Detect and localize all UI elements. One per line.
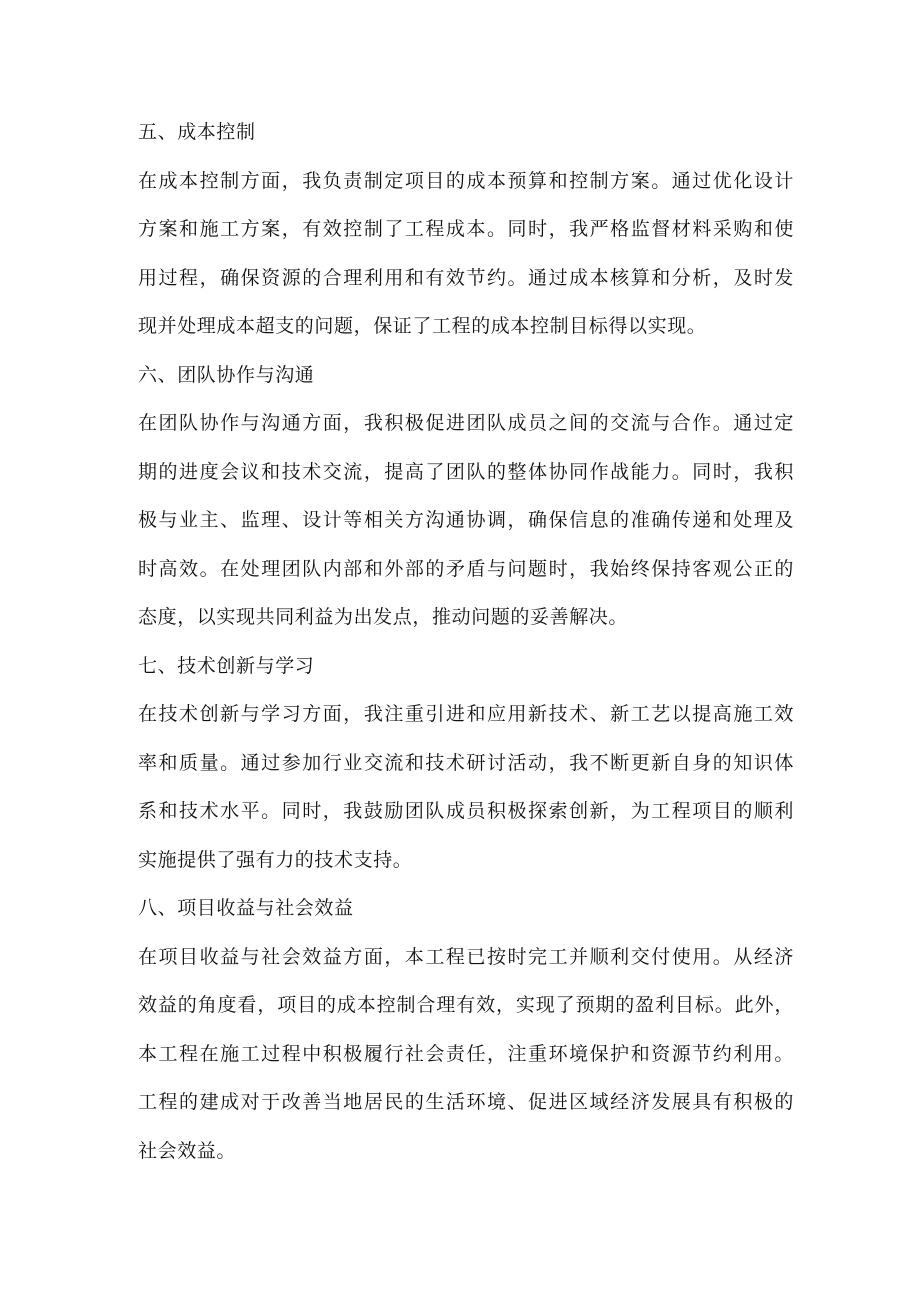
paragraph-line: 方案和施工方案，有效控制了工程成本。同时，我严格监督材料采购和使 [138,218,794,240]
section-paragraph-benefits [138,933,794,1176]
paragraph-line: 本工程在施工过程中积极履行社会责任，注重环境保护和资源节约利用。 [138,1042,794,1065]
paragraph-line: 社会效益。 [138,1139,237,1162]
paragraph-line: 极与业主、监理、设计等相关方沟通协调，确保信息的准确传递和处理及 [138,509,794,531]
section-paragraph-teamwork [138,399,794,642]
section-heading-teamwork: 六、团队协作与沟通 [138,363,315,386]
paragraph-line: 在技术创新与学习方面，我注重引进和应用新技术、新工艺以提高施工效 [138,703,794,725]
section-heading-benefits: 八、项目收益与社会效益 [138,897,354,919]
document-body [138,108,794,1175]
paragraph-line: 在成本控制方面，我负责制定项目的成本预算和控制方案。通过优化设计 [138,169,794,192]
section-paragraph-cost-control [138,157,794,351]
paragraph-line: 实施提供了强有力的技术支持。 [138,848,413,871]
paragraph-line: 效益的角度看，项目的成本控制合理有效，实现了预期的盈利目标。此外， [138,994,794,1016]
paragraph-line: 态度，以实现共同利益为出发点，推动问题的妥善解决。 [138,606,629,628]
section-heading-innovation: 七、技术创新与学习 [138,654,315,677]
paragraph-line: 在项目收益与社会效益方面，本工程已按时完工并顺利交付使用。从经济 [138,945,794,968]
paragraph-line: 系和技术水平。同时，我鼓励团队成员积极探索创新，为工程项目的顺利 [138,800,794,822]
paragraph-line: 工程的建成对于改善当地居民的生活环境、促进区域经济发展具有积极的 [138,1091,794,1113]
paragraph-line: 率和质量。通过参加行业交流和技术研讨活动，我不断更新自身的知识体 [138,751,794,774]
section-heading-cost-control: 五、成本控制 [138,121,256,143]
paragraph-line: 现并处理成本超支的问题，保证了工程的成本控制目标得以实现。 [138,315,707,337]
section-paragraph-innovation [138,690,794,884]
paragraph-line: 时高效。在处理团队内部和外部的矛盾与问题时，我始终保持客观公正的 [138,557,794,580]
paragraph-line: 期的进度会议和技术交流，提高了团队的整体协同作战能力。同时，我积 [138,460,794,483]
paragraph-line: 在团队协作与沟通方面，我积极促进团队成员之间的交流与合作。通过定 [138,412,794,434]
paragraph-line: 用过程，确保资源的合理利用和有效节约。通过成本核算和分析，及时发 [138,266,794,289]
